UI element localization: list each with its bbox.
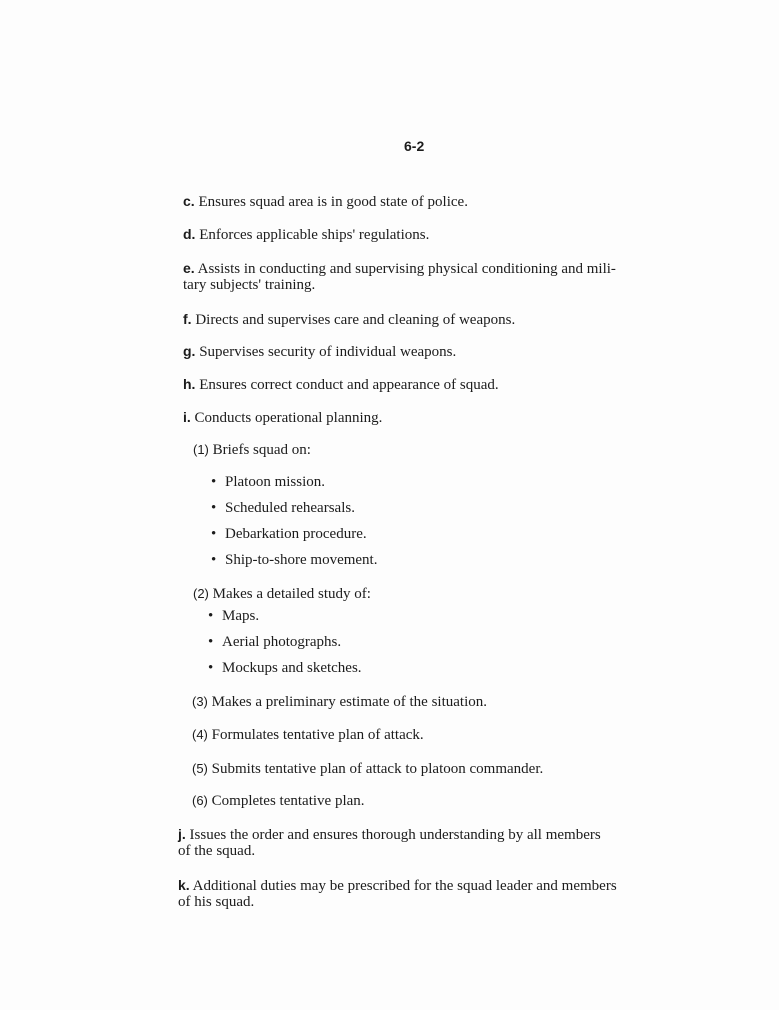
item-label: c.	[183, 193, 195, 209]
bullet-icon: •	[211, 474, 217, 490]
bullet-icon: •	[211, 552, 217, 568]
subitem-4	[192, 726, 424, 744]
item-text: Ensures squad area is in good state of police.	[198, 194, 468, 210]
list-item: • Ship-to-shore movement.	[211, 552, 378, 568]
item-d	[183, 226, 429, 244]
list-item: • Platoon mission.	[211, 474, 326, 490]
item-label: g.	[183, 343, 196, 359]
item-f	[183, 311, 515, 329]
item-text: Enforces applicable ships' regulations.	[199, 227, 430, 243]
item-h	[183, 376, 499, 394]
item-label: f.	[183, 311, 192, 327]
item-label: d.	[183, 226, 196, 242]
list-item: • Maps.	[208, 608, 260, 624]
item-text: Supervises security of individual weapons.	[199, 344, 457, 360]
page-number: 6-2	[404, 138, 425, 154]
item-text-line1: Additional duties may be prescribed for the squad leader and members	[192, 878, 617, 894]
list-item: • Mockups and sketches.	[208, 660, 362, 676]
subitem-label: (1)	[193, 442, 209, 457]
subitem-label: (3)	[192, 694, 208, 709]
item-j	[178, 826, 601, 844]
subitem-6	[192, 792, 365, 810]
subitem-label: (5)	[192, 761, 208, 776]
subitem-text: Submits tentative plan of attack to platoon commander.	[211, 761, 544, 777]
item-label: k.	[178, 877, 190, 893]
list-item: • Aerial photographs.	[208, 634, 342, 650]
subitem-text: Makes a preliminary estimate of the situation.	[211, 694, 487, 710]
subitem-1	[193, 441, 311, 459]
list-item: • Scheduled rehearsals.	[211, 500, 355, 516]
list-item: • Debarkation procedure.	[211, 526, 367, 542]
subitem-text: Briefs squad on:	[212, 442, 311, 458]
item-text-line1: Assists in conducting and supervising physical conditioning and mili-	[197, 261, 616, 277]
item-c	[183, 193, 468, 211]
item-text-line2: of his squad.	[178, 894, 255, 910]
item-label: j.	[178, 826, 186, 842]
subitem-3	[192, 693, 487, 711]
bullet-icon: •	[208, 608, 214, 624]
item-text-line1: Issues the order and ensures thorough understanding by all members	[189, 827, 601, 843]
bullet-icon: •	[211, 526, 217, 542]
item-label: e.	[183, 260, 195, 276]
item-k	[178, 877, 617, 895]
subitem-label: (4)	[192, 727, 208, 742]
item-text: Conducts operational planning.	[194, 410, 383, 426]
bullet-icon: •	[208, 660, 214, 676]
item-k-continued	[178, 894, 254, 911]
item-label: h.	[183, 376, 196, 392]
subitem-label: (2)	[193, 586, 209, 601]
item-g	[183, 343, 456, 361]
item-text-line2: of the squad.	[178, 843, 256, 859]
subitem-2	[193, 585, 371, 603]
bullet-icon: •	[211, 500, 217, 516]
item-text: Directs and supervises care and cleaning of weapons.	[195, 312, 516, 328]
item-i	[183, 409, 382, 427]
subitem-label: (6)	[192, 793, 208, 808]
item-text: Ensures correct conduct and appearance of squad.	[199, 377, 499, 393]
bullet-icon: •	[208, 634, 214, 650]
item-text-line2: tary subjects' training.	[183, 277, 316, 293]
subitem-text: Makes a detailed study of:	[212, 586, 371, 602]
item-e	[183, 260, 616, 278]
subitem-text: Completes tentative plan.	[211, 793, 365, 809]
subitem-5	[192, 760, 543, 778]
item-j-continued	[178, 843, 255, 860]
item-label: i.	[183, 409, 191, 425]
subitem-text: Formulates tentative plan of attack.	[211, 727, 424, 743]
item-e-continued	[183, 277, 315, 294]
